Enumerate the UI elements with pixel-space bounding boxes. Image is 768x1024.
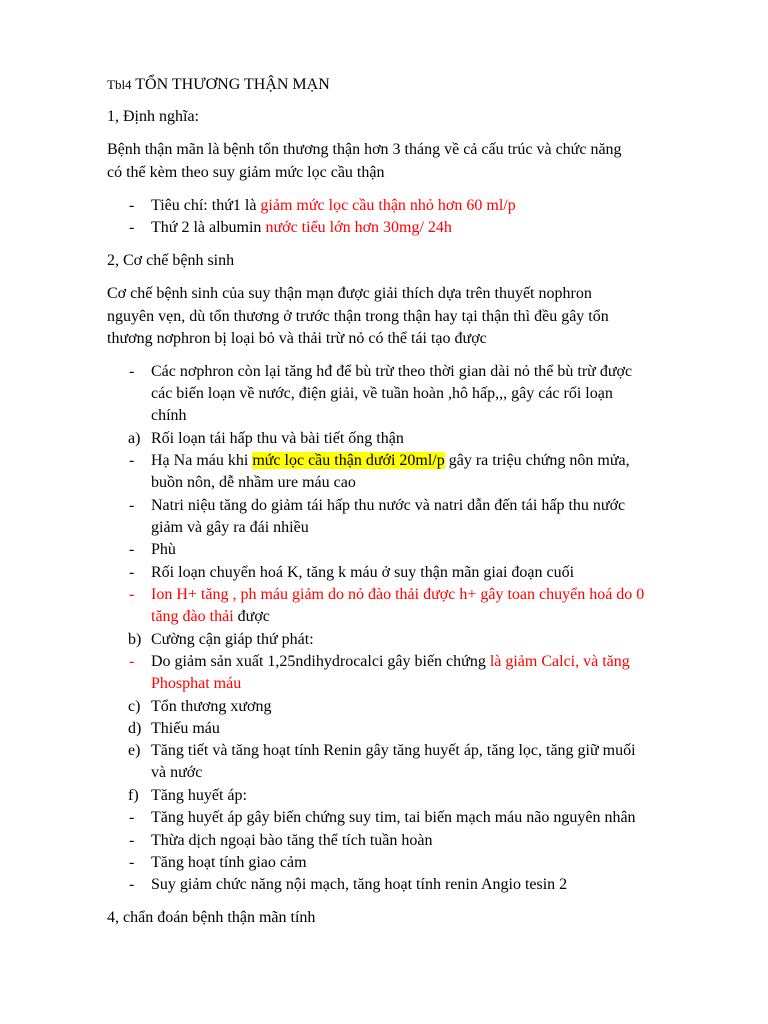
- acidosis-post: được: [233, 608, 270, 625]
- bullet-dash: -: [129, 832, 135, 849]
- calcium-line-1: [151, 652, 630, 672]
- bullet-dash-red: -: [129, 653, 135, 670]
- mechanism-line-3: thương nơphron bị loại bỏ và thải trừ nỏ có thể tái tạo được: [107, 330, 487, 347]
- criterion-2-text: Thứ 2 là albumin: [151, 219, 266, 236]
- acidosis-line-2: [151, 607, 270, 627]
- nephron-line-1: Các nơphron còn lại tăng hđ để bù trừ theo thời gian dài nỏ thể bù trừ được: [151, 363, 633, 380]
- sodium-text: Hạ Na máu khi: [151, 452, 253, 469]
- bullet-dash: -: [129, 363, 135, 380]
- bullet-dash: -: [129, 219, 135, 236]
- list-label-e: e): [128, 742, 141, 759]
- criterion-2-red: nước tiểu lớn hơn 30mg/ 24h: [265, 219, 452, 236]
- title-text: TỔN THƯƠNG THẬN MẠN: [131, 76, 330, 93]
- calcium-line-2: Phosphat máu: [151, 675, 242, 692]
- bullet-dash: -: [129, 197, 135, 214]
- bullet-dash: -: [129, 497, 135, 514]
- calcium-red: là giảm Calci, và tăng: [489, 653, 630, 670]
- bullet-dash: -: [129, 876, 135, 893]
- sodium-line-2: buồn nôn, dễ nhầm ure máu cao: [151, 474, 356, 491]
- bullet-dash-red: -: [129, 586, 135, 603]
- hypertension-cause-4: Suy giảm chức năng nội mạch, tăng hoạt tính renin Angio tesin 2: [151, 876, 568, 893]
- item-d-text: Thiếu máu: [151, 720, 220, 737]
- natriuria-line-1: Natri niệu tăng do giảm tái hấp thu nước và natri dẫn đến tái hấp thu nước: [151, 497, 626, 514]
- section-1-heading: 1, Định nghĩa:: [107, 108, 199, 125]
- criterion-2: [151, 218, 452, 238]
- nephron-line-3: chính: [151, 407, 187, 424]
- hypertension-cause-2: Thừa dịch ngoại bào tăng thể tích tuần hoàn: [151, 832, 433, 849]
- item-c-text: Tổn thương xương: [151, 698, 272, 715]
- item-e-line-2: và nước: [151, 764, 203, 781]
- criterion-1-red: giảm mức lọc cầu thận nhỏ hơn 60 ml/p: [260, 197, 516, 214]
- item-e-line-1: Tăng tiết và tăng hoạt tính Renin gây tăng huyết áp, tăng lọc, tăng giữ muối: [151, 742, 636, 759]
- natriuria-line-2: giảm và gây ra đái nhiều: [151, 519, 309, 536]
- bullet-dash: -: [129, 809, 135, 826]
- bullet-dash: -: [129, 541, 135, 558]
- section-2-heading: 2, Cơ chế bệnh sinh: [107, 252, 235, 269]
- list-label-d: d): [128, 720, 142, 737]
- list-label-c: c): [128, 698, 141, 715]
- bullet-dash: -: [129, 452, 135, 469]
- definition-line-2: có thể kèm theo suy giảm mức lọc cầu thận: [107, 164, 385, 181]
- item-b-text: Cường cận giáp thứ phát:: [151, 631, 314, 648]
- nephron-line-2: các biến loạn về nước, điện giải, về tuần hoàn ,hô hấp,,, gây các rối loạn: [151, 385, 613, 402]
- mechanism-line-2: nguyên vẹn, dù tổn thương ở trước thận trong thận hay tại thận thì đều gây tổn: [107, 308, 609, 325]
- mechanism-line-1: Cơ chế bệnh sinh của suy thận mạn được giải thích dựa trên thuyết nophron: [107, 285, 592, 302]
- doc-title: [107, 75, 330, 95]
- title-prefix: Tbl4: [107, 77, 132, 92]
- acidosis-line-1: Ion H+ tăng , ph máu giảm do nỏ đào thải được h+ gây toan chuyển hoá do 0: [151, 586, 645, 603]
- edema-line: Phù: [151, 541, 176, 558]
- bullet-dash: -: [129, 854, 135, 871]
- list-label-f: f): [128, 787, 139, 804]
- acidosis-red: tăng đào thải: [151, 608, 234, 625]
- item-a-text: Rối loạn tái hấp thu và bài tiết ống thận: [151, 430, 404, 447]
- definition-line-1: Bệnh thận mãn là bệnh tổn thương thận hơn 3 tháng về cả cấu trúc và chức năng: [107, 141, 622, 158]
- section-4-heading: 4, chẩn đoán bệnh thận mãn tính: [107, 909, 316, 926]
- list-label-b: b): [128, 631, 142, 648]
- criterion-1-text: Tiêu chí: thứ1 là: [151, 197, 261, 214]
- hypertension-cause-3: Tăng hoạt tính giao cảm: [151, 854, 307, 871]
- item-f-text: Tăng huyết áp:: [151, 787, 247, 804]
- potassium-line: Rối loạn chuyển hoá K, tăng k máu ở suy thận mãn giai đoạn cuối: [151, 564, 575, 581]
- sodium-line-1: [151, 451, 630, 471]
- sodium-text-post: gây ra triệu chứng nôn mửa,: [444, 452, 630, 469]
- list-label-a: a): [128, 430, 141, 447]
- calcium-text: Do giảm sản xuất 1,25ndihydrocalci gây biến chứng: [151, 653, 490, 670]
- hypertension-cause-1: Tăng huyết áp gây biến chứng suy tim, tai biến mạch máu não nguyên nhân: [151, 809, 636, 826]
- criterion-1: [151, 196, 516, 216]
- bullet-dash: -: [129, 564, 135, 581]
- sodium-highlight: mức lọc cầu thận dưới 20ml/p: [252, 452, 445, 469]
